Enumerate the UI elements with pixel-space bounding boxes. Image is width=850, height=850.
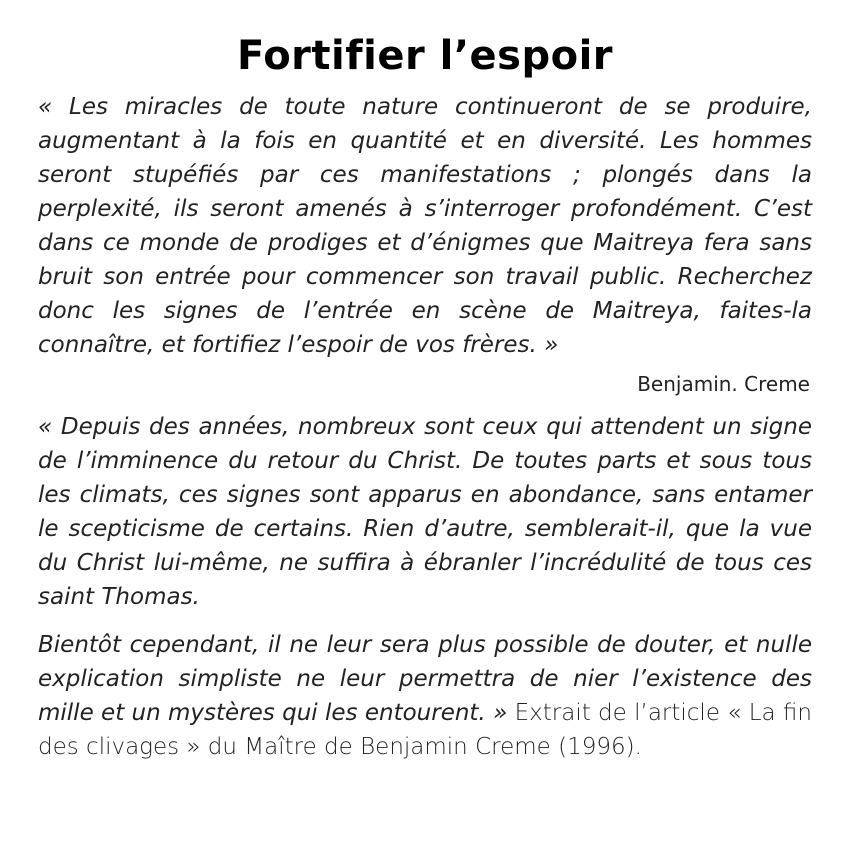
page-title: Fortifier l’espoir — [236, 33, 614, 79]
quote-paragraph-3-text: Bientôt cependant, il ne leur sera plus possible de douter, et nulle explication simpliste ne leur permettra de nier l’existence des mille et un mystères qui les entourent. » — [38, 632, 812, 726]
source-citation: Extrait de l’article « La fin des clivages » du Maître de Benjamin Creme (1996). — [38, 700, 812, 760]
signature: Benjamin. Creme — [637, 372, 810, 396]
quote-paragraph-3 — [38, 628, 812, 764]
quote-paragraph-1: « Les miracles de toute nature continueront de se produire, augmentant à la fois en quantité et en diversité. Les hommes seront stupéfiés par ces manifestations ; plongés dans la perplexité, ils seront amenés à s’interroger profondément. C’est dans ce monde de prodiges et d’énigmes que Maitreya fera sans bruit son entrée pour commencer son travail public. Recherchez donc les signes de l’entrée en scène de Maitreya, faites-la connaître, et fortifiez l’espoir de vos frères. » — [38, 94, 812, 358]
quote-paragraph-2: « Depuis des années, nombreux sont ceux qui attendent un signe de l’imminence du retour du Christ. De toutes parts et sous tous les climats, ces signes sont apparus en abondance, sans entamer le scepticisme de certains. Rien d’autre, semblerait-il, que la vue du Christ lui-même, ne suffira à ébranler l’incrédulité de tous ces saint Thomas. — [38, 414, 812, 610]
